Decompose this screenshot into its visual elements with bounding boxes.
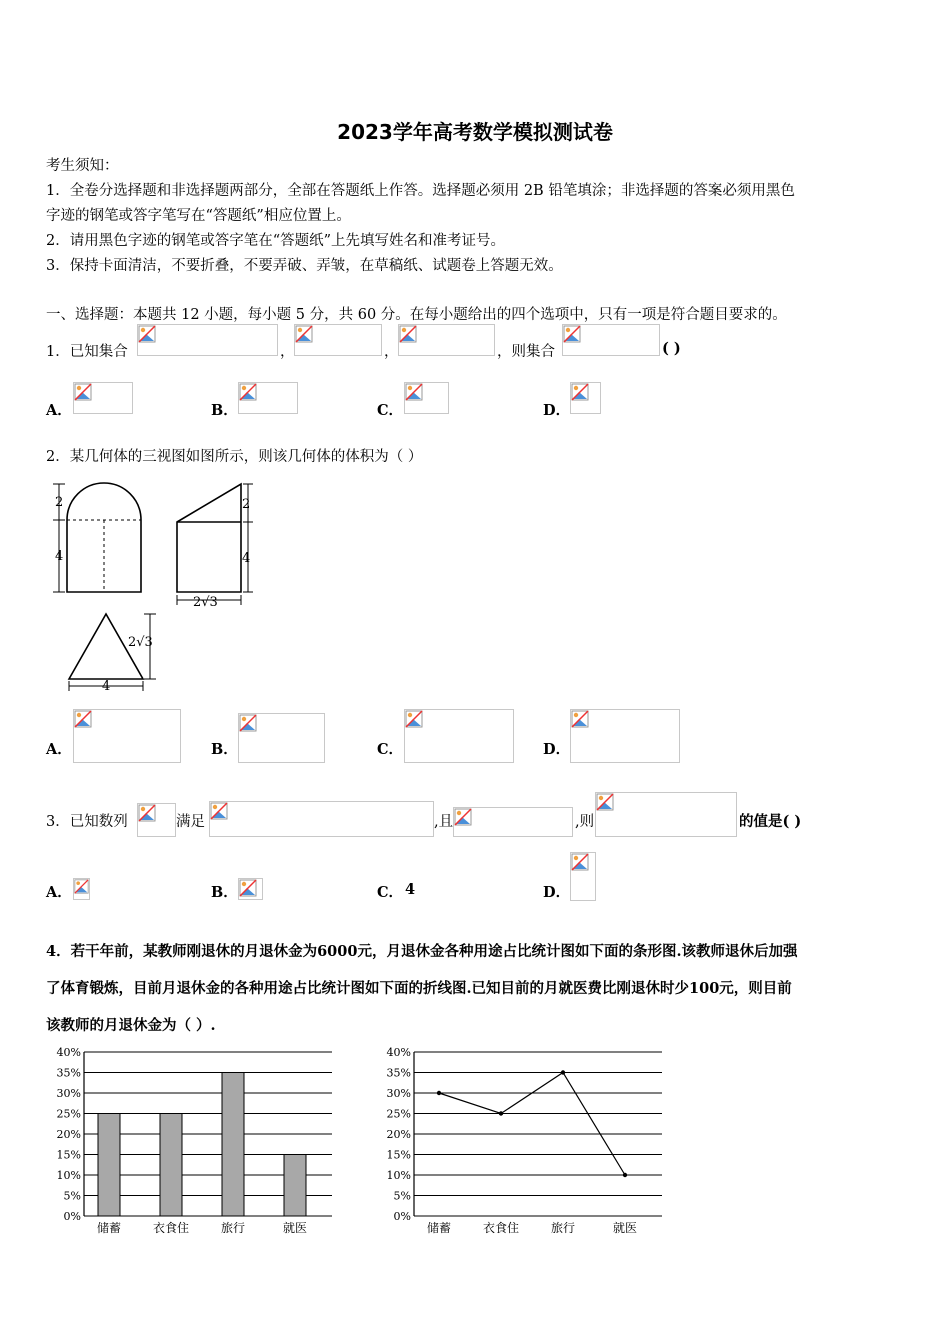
q3-option-a-image	[73, 878, 90, 900]
q3-option-d-image	[570, 852, 596, 901]
q2-option-c-image	[404, 709, 514, 763]
q3-option-c[interactable]: C．	[377, 884, 404, 901]
bar-y-tick-label: 30%	[56, 1087, 81, 1100]
line-point	[561, 1070, 565, 1074]
line-point	[623, 1173, 627, 1177]
q3-initial-image	[453, 807, 573, 837]
broken-image-icon	[571, 383, 589, 401]
bar-chart	[46, 1040, 346, 1245]
q3-recurrence-image	[209, 801, 434, 837]
q1-option-c[interactable]: C．	[377, 402, 404, 419]
bar-y-tick-label: 40%	[56, 1046, 81, 1059]
three-view-figure	[40, 476, 270, 696]
line-y-tick-label: 15%	[386, 1148, 411, 1162]
line-x-tick-label: 旅行	[550, 1221, 576, 1235]
q3-option-b-image	[238, 878, 263, 900]
line-y-tick-label: 40%	[386, 1046, 411, 1059]
bar-x-tick-label: 衣食住	[152, 1221, 190, 1235]
side-view-top-dim: 2	[242, 497, 251, 512]
notice-line-3: 3．保持卡面清洁，不要折叠，不要弄破、弄皱，在草稿纸、试题卷上答题无效。	[46, 258, 563, 274]
broken-image-icon	[454, 808, 472, 826]
bar-y-tick-label: 10%	[56, 1169, 81, 1182]
line-y-tick-label: 25%	[386, 1107, 411, 1121]
notice-line-1a: 1．全卷分选择题和非选择题两部分，全部在答题纸上作答。选择题必须用 2B 铅笔填涂；非选择题的答案必须用黑色	[46, 183, 795, 199]
q3-and: ,且	[434, 814, 454, 830]
broken-image-icon	[571, 853, 589, 871]
q1-set-c-image	[398, 324, 495, 356]
line-y-tick-label: 35%	[386, 1066, 411, 1080]
q3-option-a[interactable]: A．	[46, 884, 72, 901]
q3-value: 的值是( )	[739, 813, 802, 830]
q2-option-d[interactable]: D．	[543, 741, 571, 758]
bar-x-tick-label: 就医	[282, 1221, 308, 1235]
line-x-tick-label: 就医	[612, 1221, 638, 1235]
top-view-bottom-dim: 4	[102, 679, 111, 694]
broken-image-icon	[210, 802, 228, 820]
q3-target-image	[595, 792, 737, 837]
notice-line-1b: 字迹的钢笔或答字笔写在“答题纸”相应位置上。	[46, 208, 351, 224]
broken-image-icon	[563, 325, 581, 343]
broken-image-icon	[239, 879, 257, 897]
q1-comma-2: ，	[384, 344, 399, 360]
front-view-top-dim: 2	[55, 495, 64, 510]
line-series-line	[439, 1073, 625, 1176]
line-point	[499, 1111, 503, 1115]
front-view-side-dim: 4	[55, 549, 64, 564]
broken-image-icon	[405, 383, 423, 401]
q1-option-c-image	[404, 382, 449, 414]
broken-image-icon	[405, 710, 423, 728]
line-x-tick-label: 储蓄	[426, 1221, 452, 1235]
line-y-tick-label: 20%	[386, 1128, 411, 1141]
q1-then: ，则集合	[497, 344, 555, 360]
q3-then: ,则	[575, 814, 595, 830]
bar-y-tick-label: 5%	[63, 1189, 81, 1203]
q3-option-d[interactable]: D．	[543, 884, 571, 901]
bar-x-tick-label: 储蓄	[96, 1221, 122, 1235]
bar-y-tick-label: 15%	[56, 1148, 81, 1162]
broken-image-icon	[596, 793, 614, 811]
q2-option-d-image	[570, 709, 680, 763]
q1-set-a-image	[137, 324, 278, 356]
bar-y-tick-label: 0%	[63, 1210, 81, 1223]
side-view-side-dim: 4	[242, 551, 251, 566]
bar-bar	[284, 1155, 306, 1217]
bar-y-tick-label: 35%	[56, 1066, 81, 1080]
q1-prefix: 1．已知集合	[46, 344, 128, 360]
broken-image-icon	[571, 710, 589, 728]
broken-image-icon	[138, 325, 156, 343]
notice-line-2: 2．请用黑色字迹的钢笔或答字笔在“答题纸”上先填写姓名和准考证号。	[46, 233, 506, 249]
q1-set-b-image	[294, 324, 382, 356]
q3-option-b[interactable]: B．	[211, 884, 238, 901]
line-y-tick-label: 10%	[386, 1169, 411, 1182]
q2-option-a[interactable]: A．	[46, 741, 72, 758]
broken-image-icon	[239, 383, 257, 401]
broken-image-icon	[74, 710, 92, 728]
bar-y-tick-label: 20%	[56, 1128, 81, 1141]
bar-bar	[222, 1073, 244, 1217]
top-view-height-dim: 2√3	[128, 635, 153, 650]
q2-option-c[interactable]: C．	[377, 741, 404, 758]
side-view-bottom-dim: 2√3	[193, 595, 218, 610]
broken-image-icon	[138, 804, 156, 822]
q4-line-1: 4．若干年前，某教师刚退休的月退休金为6000元，月退休金各种用途占比统计图如下面的条形图.该教师退休后加强	[46, 943, 798, 960]
q3-sequence-image	[137, 803, 176, 837]
notice-heading: 考生须知：	[46, 158, 119, 174]
q2-option-b[interactable]: B．	[211, 741, 238, 758]
line-y-tick-label: 5%	[393, 1189, 411, 1203]
q1-comma-1: ，	[280, 344, 295, 360]
page-title: 2023学年高考数学模拟测试卷	[337, 120, 613, 144]
line-point	[437, 1091, 441, 1095]
line-x-tick-label: 衣食住	[482, 1221, 520, 1235]
broken-image-icon	[74, 383, 92, 401]
bar-y-tick-label: 25%	[56, 1107, 81, 1121]
broken-image-icon	[295, 325, 313, 343]
q1-option-a-image	[73, 382, 133, 414]
line-y-tick-label: 30%	[386, 1087, 411, 1100]
broken-image-icon	[74, 879, 89, 894]
q2-text: 2．某几何体的三视图如图所示，则该几何体的体积为（ ）	[46, 449, 423, 465]
bar-bar	[160, 1114, 182, 1217]
q1-option-d[interactable]: D．	[543, 402, 571, 419]
q1-result-image	[562, 324, 660, 356]
top-view	[69, 614, 156, 691]
q1-option-a[interactable]: A．	[46, 402, 72, 419]
q1-option-b-image	[238, 382, 298, 414]
q3-satisfy: 满足	[176, 814, 205, 830]
q1-option-d-image	[570, 382, 601, 414]
q4-line-3: 该教师的月退休金为（ ）.	[46, 1017, 216, 1034]
q2-option-b-image	[238, 713, 325, 763]
section-heading: 一、选择题：本题共 12 小题，每小题 5 分，共 60 分。在每小题给出的四个选项中，只有一项是符合题目要求的。	[46, 307, 787, 323]
bar-bar	[98, 1114, 120, 1217]
front-view	[53, 483, 141, 592]
line-y-tick-label: 0%	[393, 1210, 411, 1223]
broken-image-icon	[239, 714, 257, 732]
q2-option-a-image	[73, 709, 181, 763]
bar-x-tick-label: 旅行	[220, 1221, 246, 1235]
line-chart	[376, 1040, 676, 1245]
q4-line-2: 了体育锻炼，目前月退休金的各种用途占比统计图如下面的折线图.已知目前的月就医费比刚退休时少100元，则目前	[46, 980, 792, 997]
q3-prefix: 3．已知数列	[46, 814, 128, 830]
q3-option-c-value: 4	[405, 881, 416, 898]
broken-image-icon	[399, 325, 417, 343]
q1-option-b[interactable]: B．	[211, 402, 238, 419]
q1-paren: ( )	[662, 340, 681, 357]
